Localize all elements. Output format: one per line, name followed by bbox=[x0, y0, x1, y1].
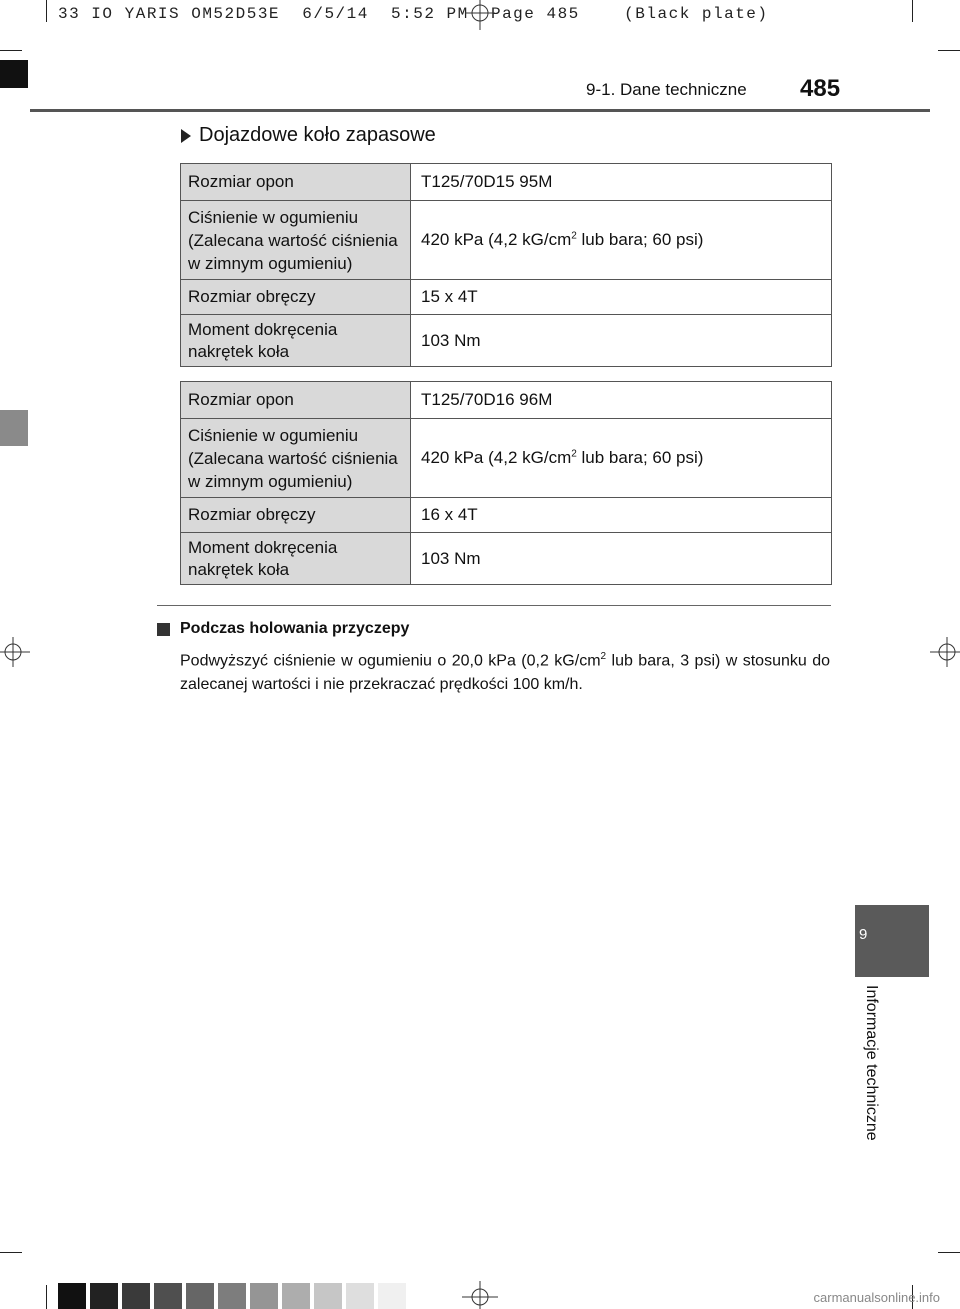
note-body: Podwyższyć ciśnienie w ogumieniu o 20,0 kPa (0,2 $kG/cm^2$ lub bara, 3 psi) w stosunku do zalecanej wartości i nie przekraczać prędkości 100 km/h. bbox=[180, 651, 831, 694]
pressure-value: 420 kPa (4,2 $kG/cm^2$ lub bara; 60 psi) bbox=[411, 201, 832, 280]
square-bullet-icon bbox=[157, 623, 170, 636]
spare-tire-table bbox=[180, 381, 832, 585]
tire-size-label: Rozmiar opon bbox=[181, 164, 411, 201]
note-title: Podczas holowania przyczepy bbox=[180, 620, 410, 637]
chapter-number: 9 bbox=[859, 926, 868, 943]
registration-mark-icon bbox=[462, 1281, 498, 1309]
section-heading bbox=[181, 124, 436, 147]
spare-tire-table bbox=[180, 163, 832, 367]
trim-mark bbox=[0, 50, 22, 51]
trim-mark bbox=[0, 1252, 22, 1253]
table-row bbox=[181, 419, 832, 498]
torque-value: 103 Nm bbox=[411, 533, 832, 585]
table-row bbox=[181, 164, 832, 201]
note-heading bbox=[157, 620, 409, 638]
color-swatch bbox=[186, 1283, 214, 1309]
triangle-bullet-icon bbox=[181, 129, 191, 143]
trim-mark bbox=[938, 1252, 960, 1253]
table-row bbox=[181, 201, 832, 280]
registration-mark-icon bbox=[930, 637, 960, 667]
table-row bbox=[181, 280, 832, 315]
rim-size-label: Rozmiar obręczy bbox=[181, 280, 411, 315]
registration-mark-icon bbox=[465, 0, 495, 30]
color-swatch bbox=[122, 1283, 150, 1309]
torque-label: Moment dokręcenia nakrętek koła bbox=[181, 315, 411, 367]
header-rule bbox=[30, 109, 930, 112]
color-swatch bbox=[378, 1283, 406, 1309]
color-swatch bbox=[154, 1283, 182, 1309]
pressure-label: Ciśnienie w ogumieniu (Zalecana wartość ciśnienia w zimnym ogumieniu) bbox=[181, 201, 411, 280]
section-title: Dojazdowe koło zapasowe bbox=[199, 124, 436, 146]
chapter-label: Informacje techniczne bbox=[863, 985, 880, 1141]
torque-label: Moment dokręcenia nakrętek koła bbox=[181, 533, 411, 585]
watermark: carmanualsonline.info bbox=[813, 1290, 940, 1305]
trim-mark bbox=[46, 0, 47, 22]
running-header: 9-1. Dane techniczne bbox=[586, 80, 747, 99]
color-swatch bbox=[314, 1283, 342, 1309]
rim-size-label: Rozmiar obręczy bbox=[181, 498, 411, 533]
tire-size-label: Rozmiar opon bbox=[181, 382, 411, 419]
page-number: 485 bbox=[800, 75, 841, 102]
print-slug: 33 IO YARIS OM52D53E 6/5/14 5:52 PM Page 485 (Black plate) bbox=[58, 5, 769, 23]
color-swatch bbox=[250, 1283, 278, 1309]
note-divider bbox=[157, 605, 831, 606]
thumb-block bbox=[0, 410, 28, 446]
color-swatch bbox=[346, 1283, 374, 1309]
trim-mark bbox=[46, 1285, 47, 1309]
table-row bbox=[181, 498, 832, 533]
color-swatch bbox=[90, 1283, 118, 1309]
color-swatch bbox=[218, 1283, 246, 1309]
tire-size-value: T125/70D15 95M bbox=[411, 164, 832, 201]
trim-mark bbox=[912, 0, 913, 22]
trim-mark bbox=[938, 50, 960, 51]
table-row bbox=[181, 382, 832, 419]
registration-mark-icon bbox=[0, 637, 30, 667]
rim-size-value: 16 x 4T bbox=[411, 498, 832, 533]
rim-size-value: 15 x 4T bbox=[411, 280, 832, 315]
thumb-block bbox=[0, 60, 28, 88]
torque-value: 103 Nm bbox=[411, 315, 832, 367]
pressure-label: Ciśnienie w ogumieniu (Zalecana wartość ciśnienia w zimnym ogumieniu) bbox=[181, 419, 411, 498]
color-swatch bbox=[282, 1283, 310, 1309]
color-swatch bbox=[58, 1283, 86, 1309]
table-row bbox=[181, 533, 832, 585]
color-calibration-bar bbox=[58, 1283, 406, 1309]
table-row bbox=[181, 315, 832, 367]
tire-size-value: T125/70D16 96M bbox=[411, 382, 832, 419]
pressure-value: 420 kPa (4,2 $kG/cm^2$ lub bara; 60 psi) bbox=[411, 419, 832, 498]
